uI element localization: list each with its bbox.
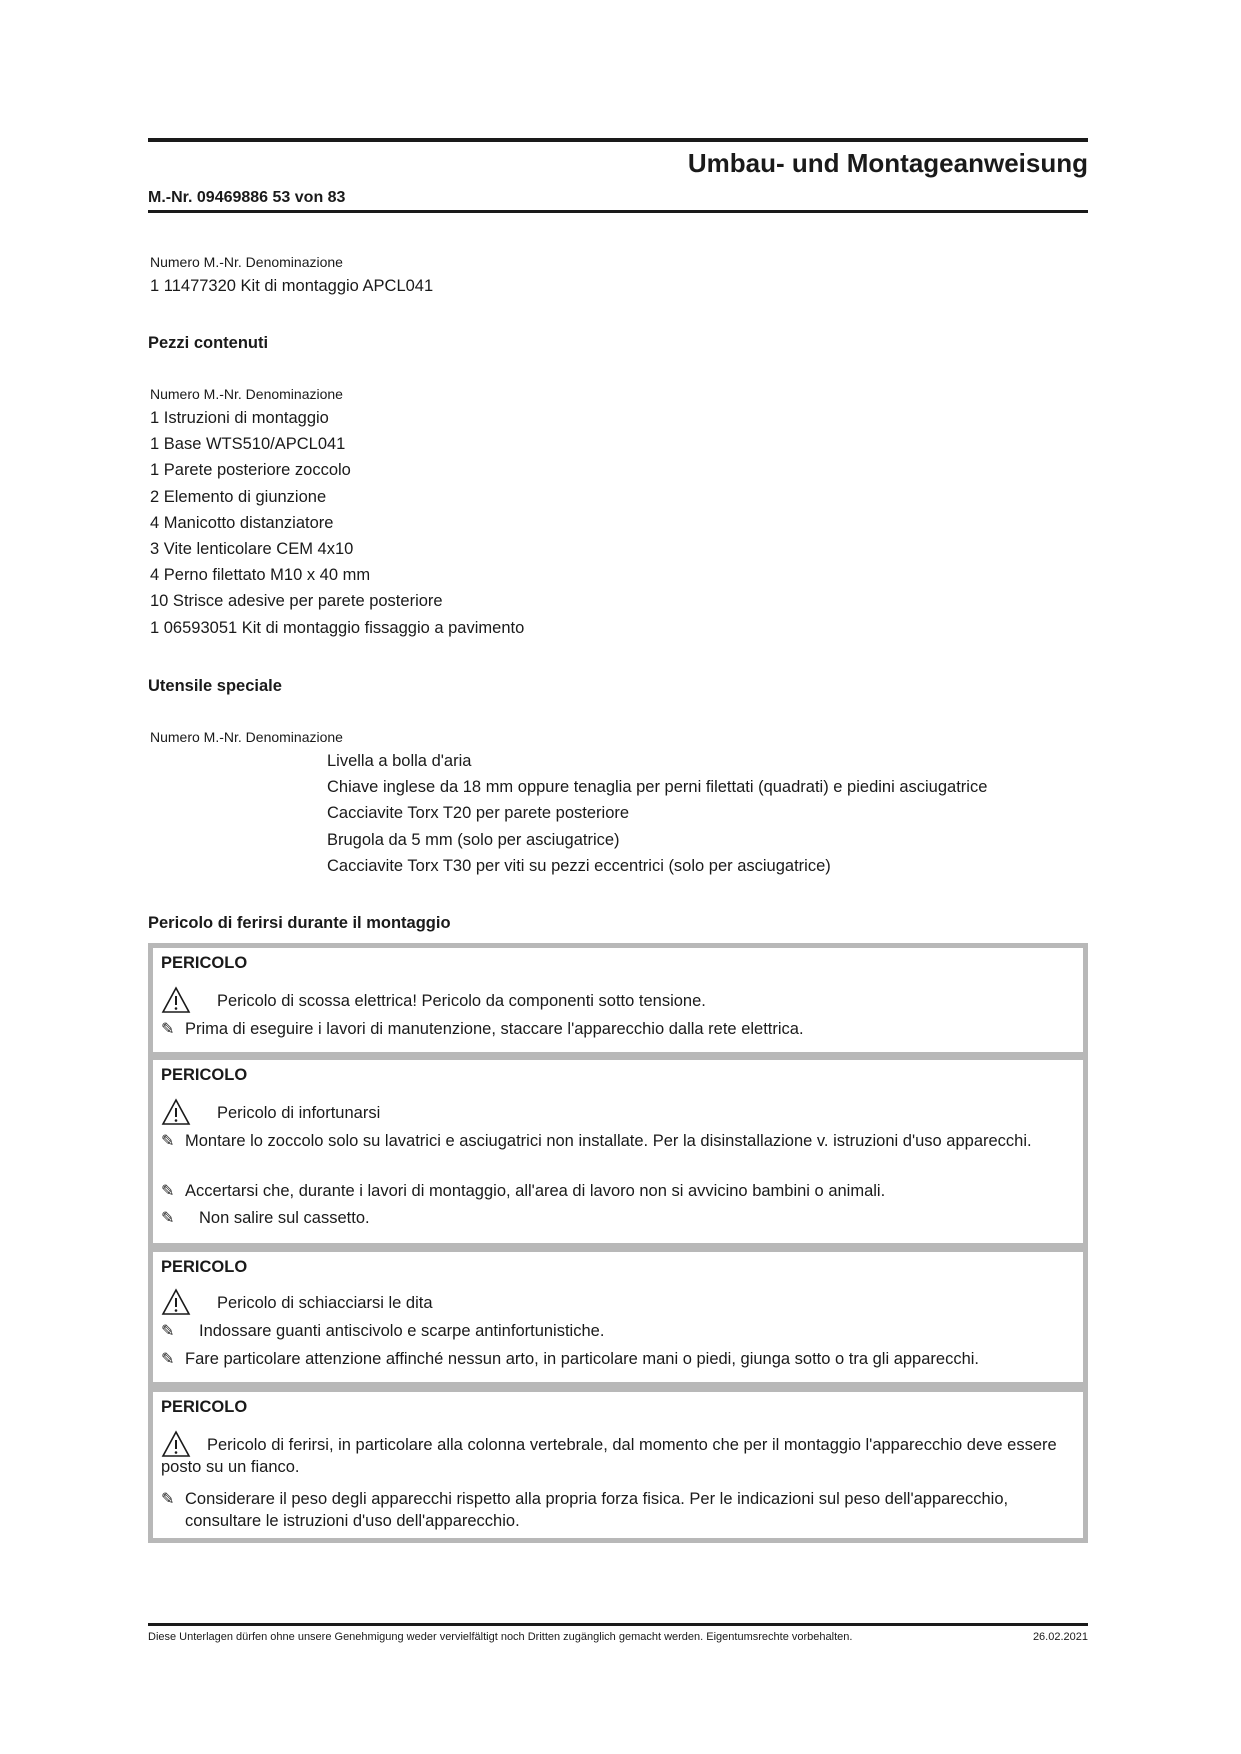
contents-item: 1 Istruzioni di montaggio (150, 409, 329, 427)
warning-row (161, 1434, 1073, 1478)
kit-column-header: Numero M.-Nr. Denominazione (150, 254, 343, 270)
contents-item: 4 Manicotto distanziatore (150, 514, 334, 532)
danger-box (148, 1055, 1088, 1248)
header-rule-bottom (148, 210, 1088, 213)
danger-heading: Pericolo di ferirsi durante il montaggio (148, 914, 451, 932)
wrench-icon: ✎ (161, 1021, 175, 1038)
danger-box (148, 1247, 1088, 1387)
step-row (161, 1348, 1073, 1371)
danger-label: PERICOLO (161, 1066, 248, 1084)
warning-text: Pericolo di infortunarsi (217, 1104, 381, 1122)
danger-label: PERICOLO (161, 1398, 248, 1416)
document-page (148, 0, 1088, 1754)
tool-item: Brugola da 5 mm (solo per asciugatrice) (327, 831, 620, 849)
tools-heading: Utensile speciale (148, 677, 282, 695)
warning-triangle-icon (161, 986, 191, 1014)
contents-item: 1 Base WTS510/APCL041 (150, 435, 346, 453)
footer-date: 26.02.2021 (1032, 1631, 1088, 1643)
tools-column-header: Numero M.-Nr. Denominazione (150, 729, 343, 745)
header-rule-top (148, 138, 1088, 142)
wrench-icon: ✎ (161, 1491, 175, 1508)
step-row (161, 1018, 1073, 1041)
wrench-icon: ✎ (161, 1183, 175, 1200)
tool-item: Chiave inglese da 18 mm oppure tenaglia per perni filettati (quadrati) e piedini asciugatrice (327, 778, 988, 796)
warning-text: Pericolo di scossa elettrica! Pericolo da componenti sotto tensione. (217, 992, 706, 1010)
contents-item: 3 Vite lenticolare CEM 4x10 (150, 540, 354, 558)
step-text: Non salire sul cassetto. (199, 1209, 370, 1227)
warning-triangle-icon (161, 1288, 191, 1316)
wrench-icon: ✎ (161, 1351, 175, 1368)
step-row (161, 1130, 1073, 1153)
contents-item: 4 Perno filettato M10 x 40 mm (150, 566, 371, 584)
wrench-icon: ✎ (161, 1133, 175, 1150)
step-row (161, 1180, 1073, 1203)
danger-label: PERICOLO (161, 954, 248, 972)
contents-item: 2 Elemento di giunzione (150, 488, 327, 506)
wrench-icon: ✎ (161, 1210, 175, 1227)
danger-box (148, 1387, 1088, 1543)
step-text: Montare lo zoccolo solo su lavatrici e asciugatrici non installate. Per la disinstallazione v. istruzioni d'uso apparecchi. (185, 1132, 1032, 1150)
step-text: Indossare guanti antiscivolo e scarpe antinfortunistiche. (199, 1322, 605, 1340)
contents-heading: Pezzi contenuti (148, 334, 269, 352)
danger-label: PERICOLO (161, 1258, 248, 1276)
step-row (161, 1207, 1073, 1230)
tool-item: Cacciavite Torx T20 per parete posteriore (327, 804, 630, 822)
step-text: Considerare il peso degli apparecchi rispetto alla propria forza fisica. Per le indicazioni sul peso dell'apparecchio, consultare le istruzioni d'uso dell'apparecchio. (185, 1490, 1009, 1530)
contents-item: 10 Strisce adesive per parete posteriore (150, 592, 443, 610)
step-row (161, 1488, 1073, 1530)
contents-item: 1 Parete posteriore zoccolo (150, 461, 351, 479)
warning-text: Pericolo di ferirsi, in particolare alla colonna vertebrale, dal momento che per il montaggio l'apparecchio deve essere posto su un fianco. (161, 1436, 1057, 1476)
contents-item: 1 06593051 Kit di montaggio fissaggio a pavimento (150, 619, 525, 637)
material-number: M.-Nr. 09469886 53 von 83 (148, 189, 346, 206)
tool-item: Livella a bolla d'aria (327, 752, 472, 770)
danger-box (148, 943, 1088, 1057)
tool-item: Cacciavite Torx T30 per viti su pezzi eccentrici (solo per asciugatrice) (327, 857, 831, 875)
kit-line: 1 11477320 Kit di montaggio APCL041 (150, 277, 434, 295)
step-text: Prima di eseguire i lavori di manutenzione, staccare l'apparecchio dalla rete elettrica. (185, 1020, 804, 1038)
document-title: Umbau- und Montageanweisung (687, 148, 1088, 178)
warning-text: Pericolo di schiacciarsi le dita (217, 1294, 433, 1312)
warning-triangle-icon (161, 1098, 191, 1126)
step-row (161, 1320, 1073, 1343)
contents-column-header: Numero M.-Nr. Denominazione (150, 386, 343, 402)
wrench-icon: ✎ (161, 1323, 175, 1340)
warning-triangle-icon (161, 1430, 191, 1458)
footer-notice: Diese Unterlagen dürfen ohne unsere Genehmigung weder vervielfältigt noch Dritten zugänglich gemacht werden. Eigentumsrechte vorbehalten. (148, 1631, 853, 1643)
step-text: Accertarsi che, durante i lavori di montaggio, all'area di lavoro non si avvicino bambini o animali. (185, 1182, 886, 1200)
step-text: Fare particolare attenzione affinché nessun arto, in particolare mani o piedi, giunga sotto o tra gli apparecchi. (185, 1350, 979, 1368)
footer-rule (148, 1623, 1088, 1626)
